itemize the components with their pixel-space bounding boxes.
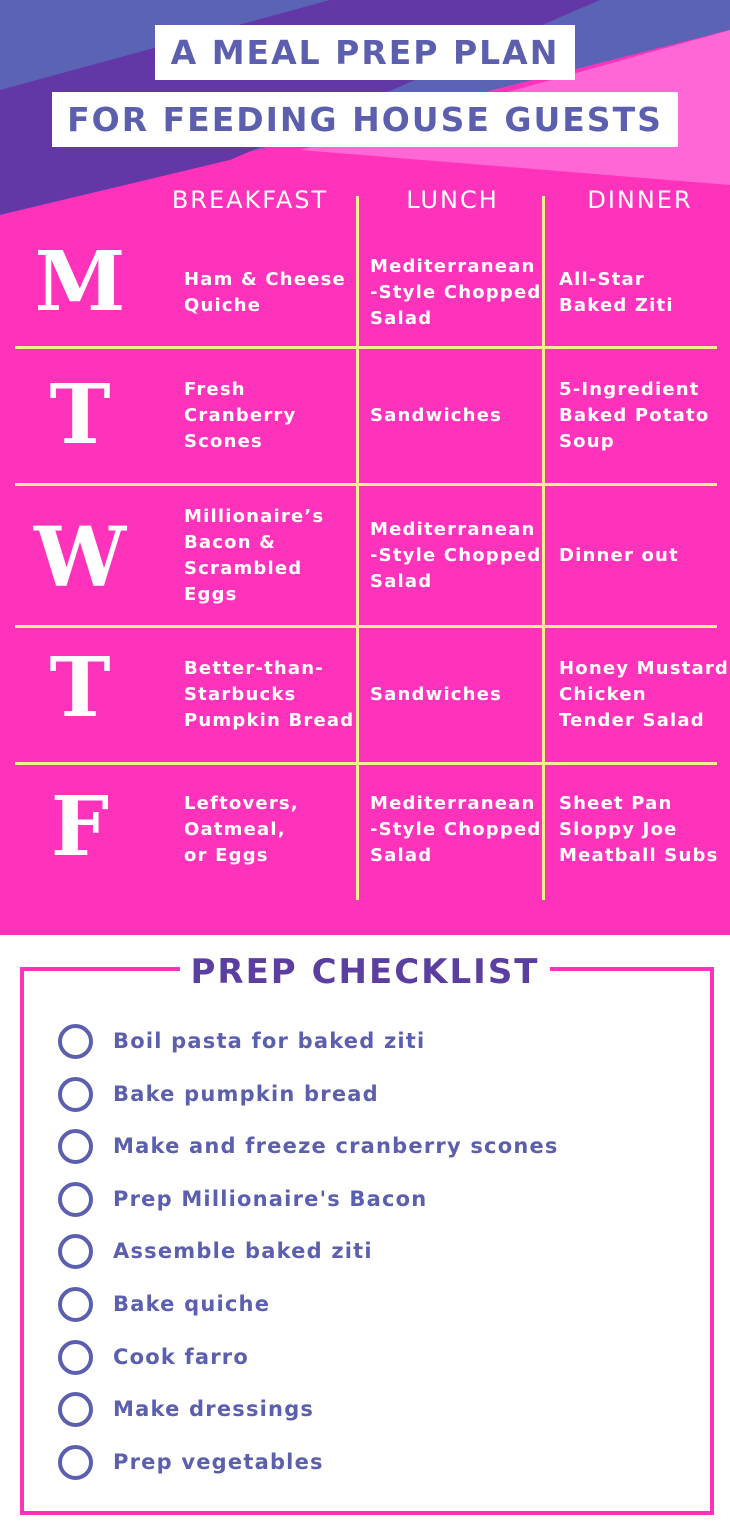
checklist-item[interactable]	[58, 1231, 698, 1271]
checkbox-circle-icon[interactable]	[58, 1024, 93, 1059]
cell-friday-lunch	[370, 765, 542, 895]
cell-monday-lunch	[370, 240, 542, 346]
cell-text: Mediterranean -Style Chopped Salad	[370, 518, 542, 592]
cell-text: Mediterranean -Style Chopped Salad	[370, 256, 542, 329]
grid-vertical-line	[542, 196, 545, 900]
checkbox-circle-icon[interactable]	[58, 1340, 93, 1375]
checklist-title: PREP CHECKLIST	[180, 947, 550, 997]
checkbox-circle-icon[interactable]	[58, 1392, 93, 1427]
cell-monday-breakfast	[184, 240, 354, 346]
checklist-item[interactable]	[58, 1389, 698, 1429]
checklist-item-label: Bake pumpkin bread	[113, 1082, 379, 1106]
cell-thursday-dinner	[559, 628, 729, 762]
day-letter-monday: M	[34, 234, 126, 330]
cell-monday-dinner	[559, 240, 729, 346]
day-letter-tuesday: T	[49, 367, 111, 463]
cell-text: All-Star Baked Ziti	[559, 269, 674, 316]
cell-thursday-lunch	[370, 628, 542, 762]
column-header-dinner: DINNER	[587, 186, 693, 214]
checklist-item[interactable]	[58, 1126, 698, 1166]
checklist-item-label: Cook farro	[113, 1345, 249, 1369]
checkbox-circle-icon[interactable]	[58, 1182, 93, 1217]
checklist-item-label: Prep Millionaire's Bacon	[113, 1187, 428, 1211]
title-line-1: A MEAL PREP PLAN	[155, 25, 575, 80]
column-header-lunch: LUNCH	[406, 186, 499, 214]
cell-text: Honey Mustard Chicken Tender Salad	[559, 658, 730, 731]
checkbox-circle-icon[interactable]	[58, 1077, 93, 1112]
cell-text: Mediterranean -Style Chopped Salad	[370, 793, 542, 866]
cell-wednesday-dinner	[559, 486, 729, 625]
cell-text: Leftovers, Oatmeal, or Eggs	[184, 793, 299, 866]
grid-vertical-line	[356, 196, 359, 900]
cell-tuesday-dinner	[559, 349, 729, 483]
checklist-item-label: Make dressings	[113, 1397, 315, 1421]
checklist-item[interactable]	[58, 1074, 698, 1114]
cell-thursday-breakfast	[184, 628, 356, 762]
checkbox-circle-icon[interactable]	[58, 1445, 93, 1480]
checkbox-circle-icon[interactable]	[58, 1129, 93, 1164]
title-line-2: FOR FEEDING HOUSE GUESTS	[52, 92, 678, 147]
cell-text: 5-Ingredient Baked Potato Soup	[559, 379, 710, 452]
cell-text: Dinner out	[559, 544, 679, 566]
checklist-item-label: Make and freeze cranberry scones	[113, 1134, 559, 1158]
cell-text: Better-than- Starbucks Pumpkin Bread	[184, 658, 355, 731]
cell-text: Millionaire’s Bacon & Scrambled Eggs	[184, 505, 325, 605]
cell-wednesday-lunch	[370, 486, 542, 625]
checkbox-circle-icon[interactable]	[58, 1287, 93, 1322]
cell-text: Sheet Pan Sloppy Joe Meatball Subs	[559, 793, 719, 866]
cell-friday-breakfast	[184, 765, 354, 895]
checklist-item[interactable]	[58, 1021, 698, 1061]
cell-text: Ham & Cheese Quiche	[184, 269, 346, 316]
cell-text: Sandwiches	[370, 684, 503, 705]
checklist-item-label: Prep vegetables	[113, 1450, 324, 1474]
day-letter-thursday: T	[49, 640, 111, 736]
day-letter-friday: F	[50, 779, 110, 875]
cell-text: Fresh Cranberry Scones	[184, 379, 297, 452]
checklist-item-label: Boil pasta for baked ziti	[113, 1029, 426, 1053]
cell-tuesday-breakfast	[184, 349, 354, 483]
day-letter-wednesday: W	[33, 510, 127, 606]
cell-tuesday-lunch	[370, 349, 542, 483]
checklist-item[interactable]	[58, 1284, 698, 1324]
checklist-item[interactable]	[58, 1337, 698, 1377]
cell-friday-dinner	[559, 765, 729, 895]
checklist-item-label: Assemble baked ziti	[113, 1239, 373, 1263]
column-header-breakfast: BREAKFAST	[171, 186, 329, 214]
checkbox-circle-icon[interactable]	[58, 1234, 93, 1269]
cell-text: Sandwiches	[370, 405, 503, 426]
checklist-item[interactable]	[58, 1442, 698, 1482]
checklist-item[interactable]	[58, 1179, 698, 1219]
cell-wednesday-breakfast	[184, 486, 354, 625]
checklist-item-label: Bake quiche	[113, 1292, 271, 1316]
